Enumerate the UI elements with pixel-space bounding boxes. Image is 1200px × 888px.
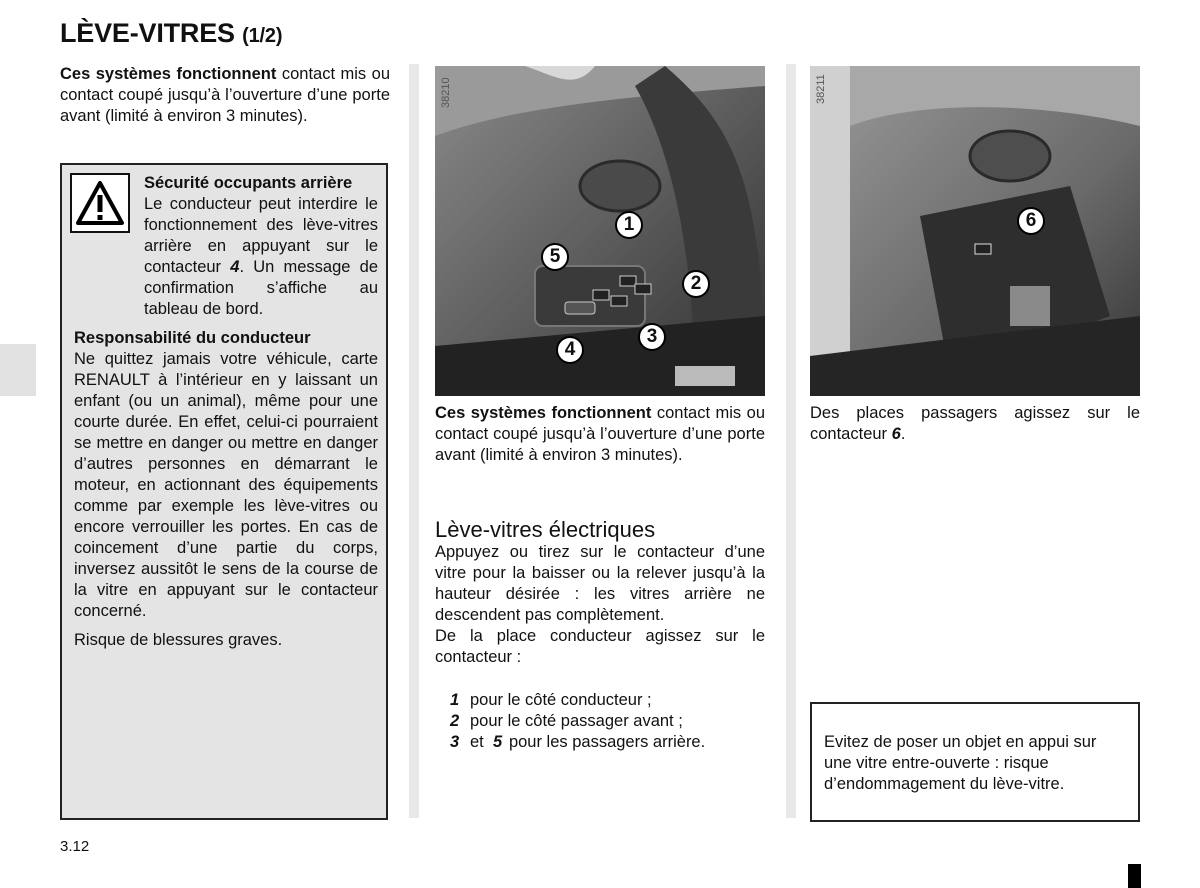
page-number: 3.12 [60,838,90,855]
middle-body [435,542,765,668]
passenger-text-end: . [900,425,906,443]
list-item-text: pour le côté conducteur ; [470,691,652,709]
callout-5: 5 [541,243,569,271]
callout-6: 6 [1017,207,1045,235]
risk-text: Risque de blessures graves. [74,631,283,649]
list-item [450,711,705,732]
responsibility-heading: Responsabilité du conducteur [74,329,311,347]
door-switch-photo-driver [435,66,765,396]
callout-3: 3 [638,323,666,351]
intro-paragraph [60,64,390,127]
list-item-number: 3 [450,733,460,751]
intro-bold: Ces systèmes fonctionnent [60,65,277,83]
responsibility-text: Ne quittez jamais votre véhicule, carte RENAULT à l’intérieur en y laissant un enfant (ou un animal), même pour une courte durée. En effet, celui-ci pourraient se mettre en danger ou mettre en danger d’autres personnes en démarrant le moteur, en actionnant des équipements comme par exemple les lève-vitres ou encore verrouiller les portes. En cas de coincement d’une partie du corps, inversez aussitôt le sens de la course de la vitre en appuyant sur le contacteur concerné. [74,350,378,620]
middle-intro-rest: contact mis ou contact coupé jusqu’à l’ouverture d’une porte avant (limité à environ 3 minutes). [435,404,766,464]
callout-2: 2 [682,270,710,298]
callout-1: 1 [615,211,643,239]
continuation-mark [1128,864,1141,888]
figure-id-2: 38211 [815,74,827,104]
warning-line1-end: . Un message de confirmation s’affiche au tableau de bord. [144,258,378,318]
intro-rest: contact mis ou contact coupé jusqu’à l’ouverture d’une porte avant (limité à environ 3 minutes). [60,65,391,125]
passenger-text: Des places passagers agissez sur le contacteur [810,404,1140,443]
list-item-number: 1 [450,691,460,709]
page-title [60,18,282,49]
list-item [450,690,705,711]
list-item-text: pour le côté passager avant ; [470,712,683,730]
passenger-paragraph [810,403,1140,445]
middle-para1: Appuyez ou tirez sur le contacteur d’une vitre pour la baisser ou la relever jusqu’à la hauteur désirée : les vitres arrière ne descendent pas complètement. [435,543,765,624]
page-title-sub: (1/2) [242,25,283,47]
list-item-number: 2 [450,712,460,730]
note-text: Evitez de poser un objet en appui sur une vitre entre-ouverte : risque d’endommagement du lève-vitre. [824,733,1097,793]
section-title-electric: Lève-vitres électriques [435,517,656,542]
list-item [450,732,705,753]
page-title-main: LÈVE-VITRES [60,18,235,48]
middle-para2: De la place conducteur agissez sur le contacteur : [435,627,765,666]
warning-heading: Sécurité occupants arrière [144,174,353,192]
middle-intro-paragraph [435,403,765,466]
column-separator [786,64,796,818]
column-separator [409,64,419,818]
warning-text [74,173,378,659]
list-item-text: pour les passagers arrière. [508,733,706,751]
warning-contact-ref: 4 [230,258,240,276]
door-switch-photo-passenger [810,66,1140,396]
passenger-contact-ref: 6 [891,425,901,443]
figure-id-1: 38210 [440,77,452,108]
warning-line1: Le conducteur peut interdire le fonctionnement des lève-vitres arrière en appuyant sur le contacteur [144,195,378,276]
switch-list [450,690,705,753]
chapter-tab [0,344,36,396]
note-box [810,702,1140,822]
middle-intro-bold: Ces systèmes fonctionnent [435,404,652,422]
list-item-and: et [470,733,484,751]
callout-4: 4 [556,336,584,364]
warning-box [60,163,388,820]
list-item-number-2: 5 [492,733,503,751]
